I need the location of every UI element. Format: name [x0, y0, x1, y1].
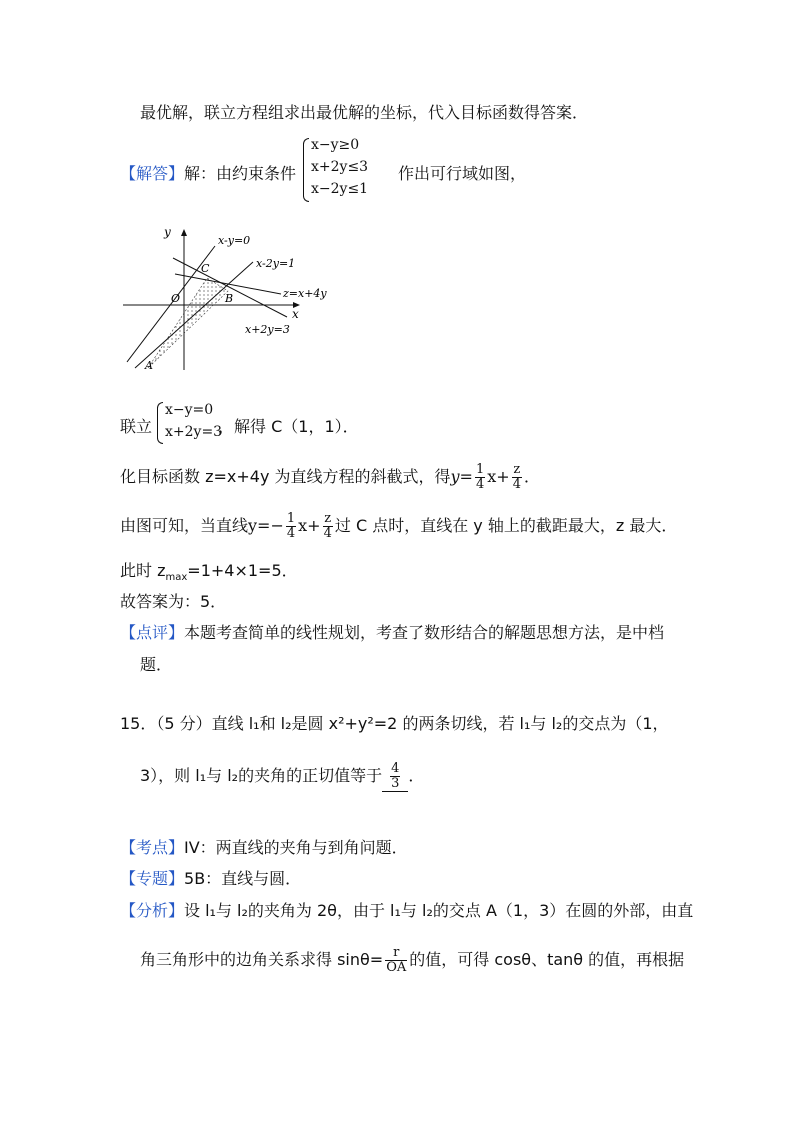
frac-z-quarter [512, 463, 522, 492]
zhuanti-tag: 【专题】 [120, 869, 185, 888]
joint-result: ，解得 C（1，1）． [218, 417, 359, 436]
answer-intro: 解：由约束条件 [184, 164, 297, 183]
q15-pre: 3），则 l₁与 l₂的夹角的正切值等于 [140, 766, 383, 785]
seen-post: 过 C 点时，直线在 y 轴上的截距最大，z 最大． [334, 516, 678, 535]
x-axis-label: x [292, 307, 299, 321]
fenxi-text: 设 l₁与 l₂的夹角为 2θ，由于 l₁与 l₂的交点 A（1，3）在圆的外部，由直 [184, 901, 694, 920]
comment-line [120, 620, 664, 643]
frac-den: 4 [323, 526, 332, 541]
frac-den: OA [386, 960, 407, 975]
frac-num: 1 [286, 511, 296, 526]
transform-period: ． [523, 467, 540, 486]
label-x-minus-2y: x-2y=1 [256, 257, 296, 270]
frac-num: z [324, 511, 332, 526]
zhuanti-text: 5B：直线与圆． [184, 869, 302, 888]
frac-den: 4 [475, 477, 485, 492]
joint-eq-1: x−y=0 [165, 402, 214, 418]
zmax-line [120, 558, 298, 583]
label-x-plus-2y-3: x+2y=3 [245, 323, 290, 336]
fenxi-tag: 【分析】 [120, 901, 185, 920]
point-c-label: C [201, 262, 210, 275]
transform-line [120, 462, 540, 492]
comment-tag: 【点评】 [120, 623, 185, 642]
frac-one-quarter [475, 463, 485, 492]
text-line-1: 最优解，联立方程组求出最优解的坐标，代入目标函数得答案． [140, 103, 589, 122]
seen-pre: 由图可知，当直线 [120, 516, 249, 535]
frac-num: r [385, 946, 407, 961]
kaodian-text: IV：两直线的夹角与到角问题． [184, 838, 408, 857]
zmax-post: =1+4×1=5． [187, 561, 298, 580]
answer-tag: 【解答】 [120, 164, 185, 183]
comment-text: 本题考查简单的线性规划，考查了数形结合的解题思想方法，是中档 [184, 623, 665, 642]
constraint-2: x+2y≤3 [311, 159, 369, 175]
question-15-line-1: 15．（5 分）直线 l₁和 l₂是圆 x²+y²=2 的两条切线，若 l₁与 l₂的交点为（1， [120, 714, 669, 733]
feasible-region [148, 278, 228, 368]
frac-den: 4 [286, 526, 296, 541]
fenxi-line [120, 898, 693, 921]
answer-after: 作出可行域如图， [398, 164, 527, 183]
frac-one-quarter-2 [286, 512, 296, 541]
question-15-line-2 [140, 761, 424, 792]
comment-text-2: 题． [140, 655, 173, 674]
frac-four-thirds [390, 762, 400, 791]
final-answer: 故答案为：5． [120, 592, 227, 611]
joint-system [165, 399, 222, 443]
label-x-minus-y: x-y=0 [218, 234, 251, 247]
constraint-3: x−2y≤1 [311, 181, 369, 197]
zmax-pre: 此时 z [120, 561, 166, 580]
point-o-label: O [171, 292, 181, 305]
seen-y: y=− [248, 516, 284, 535]
answer-line [120, 161, 296, 184]
point-a-label: A [145, 359, 153, 372]
feasible-region-figure [115, 222, 345, 372]
kaodian-line [120, 835, 408, 858]
joint-brace [157, 402, 163, 444]
frac-r-over-oa [385, 946, 407, 975]
frac-den: 4 [512, 477, 521, 492]
constraint-1: x−y≥0 [311, 137, 360, 153]
frac-den: 3 [391, 776, 400, 791]
constraint-system [311, 134, 368, 200]
point-b-label: B [225, 292, 234, 305]
transform-mid: x+ [487, 467, 510, 486]
fenxi-line-2 [140, 945, 684, 975]
joint-eq-2: x+2y=3 [165, 424, 223, 440]
zmax-sub: max [165, 572, 188, 584]
zhuanti-line [120, 866, 301, 889]
kaodian-tag: 【考点】 [120, 838, 185, 857]
frac-z-quarter-2 [323, 512, 333, 541]
transform-y: y= [450, 467, 473, 486]
y-axis-arrow [181, 229, 187, 236]
fenxi2-pre: 角三角形中的边角关系求得 sinθ= [140, 950, 384, 969]
frac-num: 1 [475, 462, 485, 477]
joint-label: 联立 [120, 417, 153, 436]
answer-blank [382, 761, 408, 792]
constraint-brace [303, 138, 309, 202]
frac-num: z [513, 462, 521, 477]
frac-num: 4 [391, 761, 400, 776]
q15-post: ． [408, 766, 425, 785]
label-z: z=x+4y [283, 287, 327, 300]
seen-line [120, 511, 677, 541]
y-axis-label: y [164, 225, 171, 239]
transform-pre: 化目标函数 z=x+4y 为直线方程的斜截式，得 [120, 467, 451, 486]
seen-mid: x+ [298, 516, 321, 535]
fenxi2-post: 的值，可得 cosθ、tanθ 的值，再根据 [409, 950, 685, 969]
